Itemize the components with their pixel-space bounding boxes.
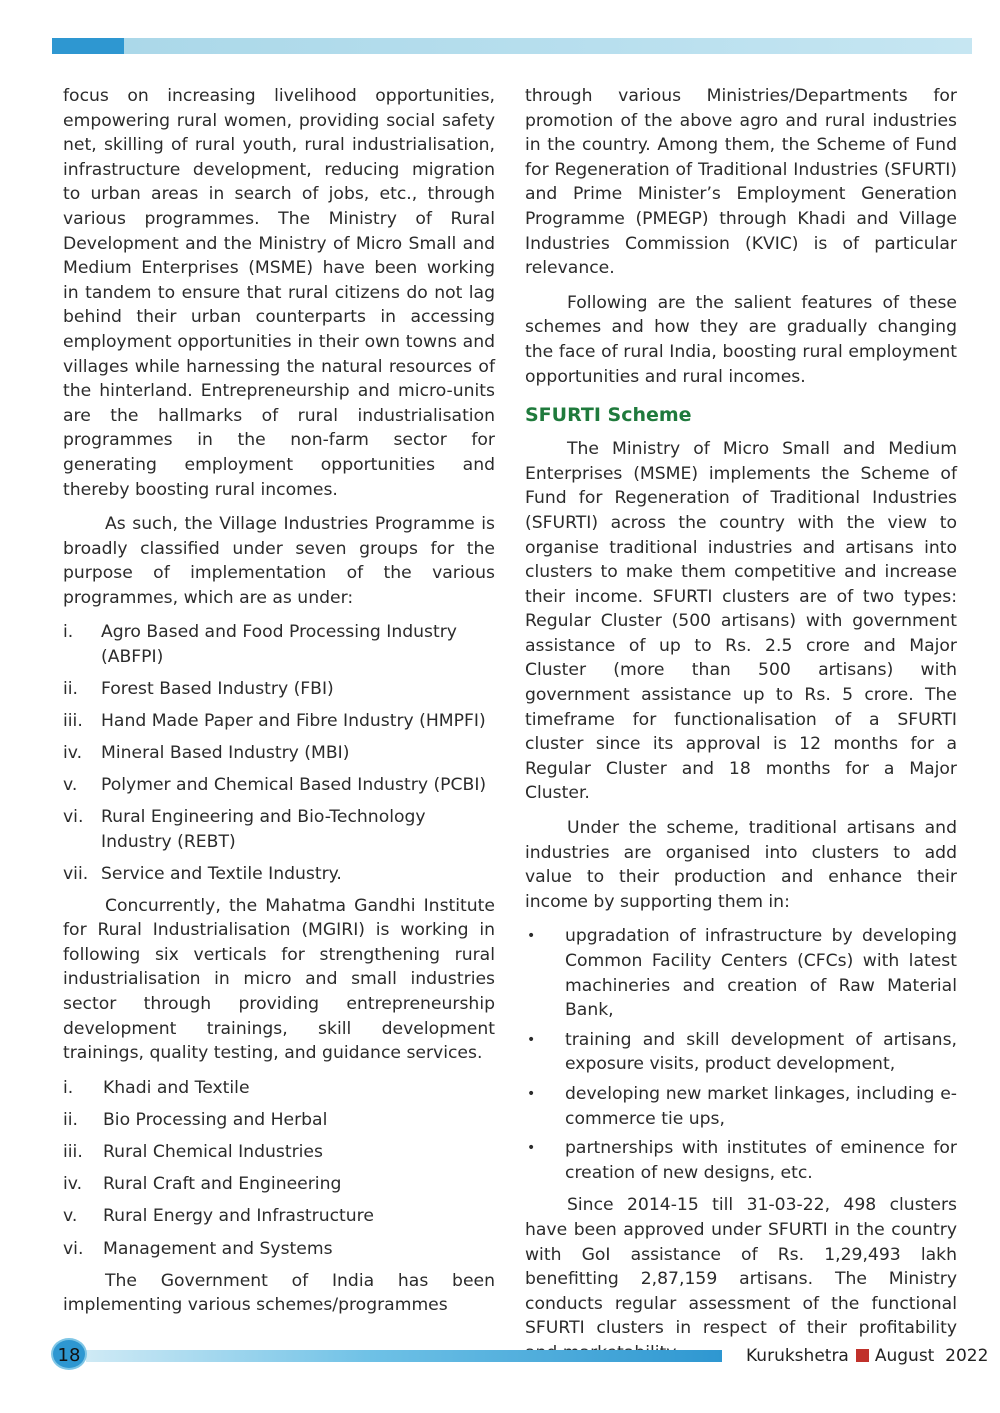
top-decorative-bar [52,38,972,54]
list-number: vii. [63,863,89,884]
list-text: Forest Based Industry (FBI) [101,679,334,700]
list-text: Rural Craft and Engineering [103,1174,342,1195]
paragraph: Following are the salient features of these schemes and how they are gradually changing the face of rural India, boosting rural employment opportunities and rural incomes. [525,292,957,387]
list-text: partnerships with institutes of eminence for creation of new designs, etc. [565,1138,957,1183]
list-text: Mineral Based Industry (MBI) [101,743,350,764]
paragraph: As such, the Village Industries Programme is broadly classified under seven groups for the purpose of implementation of the various programmes, which are as under: [63,514,495,608]
bullet-icon: • [527,928,536,945]
paragraph: The Government of India has been implementing various schemes/programmes [63,1270,495,1316]
list-text: Service and Textile Industry. [101,863,342,884]
list-item [63,1076,495,1101]
list-text: Rural Energy and Infrastructure [103,1206,374,1227]
list-item [63,709,495,734]
list-text: Bio Processing and Herbal [103,1109,328,1130]
list-text: Agro Based and Food Processing Industry (ABFPI) [101,622,457,668]
list-text: Hand Made Paper and Fibre Industry (HMPFI) [101,711,486,732]
footer-decorative-bar [86,1350,722,1362]
list-item [525,1028,957,1077]
left-column [63,84,495,1328]
list-item [63,1140,495,1165]
list-item [63,677,495,702]
list-text: Rural Engineering and Bio-Technology Industry (REBT) [101,806,426,852]
list-number: i. [63,1077,74,1098]
support-bullet-list [525,924,957,1185]
paragraph: Since 2014-15 till 31-03-22, 498 clusters have been approved under SFURTI in the country with GoI assistance of Rs. 1,29,493 lakh benefitting 2,87,159 artisans. The Ministry conducts regular assessment of the functional SFURTI clusters in respect of their profitability [525,1195,957,1339]
bullet-icon: • [527,1085,536,1102]
list-text: developing new market linkages, including e-commerce tie ups, [565,1083,957,1129]
page-number: 18 [51,1338,87,1370]
list-text: Khadi and Textile [103,1077,250,1098]
section-heading: SFURTI Scheme [525,404,692,427]
list-number: vi. [63,806,84,827]
paragraph: focus on increasing livelihood opportunities, empowering rural women, providing social safety net, skilling of rural youth, rural industrialisation, infrastructure development, reducing migration to urban areas in search of jobs, etc., through various programmes. The Ministry of Rural Development and the Ministry of Micro Small and Medium Enterprises (MSME) have been working in tandem to ensure that rural citizens do not lag behind their urban counterparts in accessing employment opportunities in their own towns and villages while harnessing the natural resources of the hinterland. Entrepreneurship and micro-units are the hallmarks of rural industrialisation programmes in the non-farm sector for generating employment opportunities and thereby boosting rural incomes. [63,86,495,500]
bullet-icon: • [527,1031,536,1048]
list-item [63,620,495,669]
paragraph: through various Ministries/Departments for promotion of the above agro and rural industries in the country. Among them, the Scheme of Fund for Regeneration of Traditional Industries (SFURTI) and Prime Minister’s Employment Generation Programme (PMEGP) through Khadi and Village Industries Commission (KVIC) is of particular relevance. [525,86,957,279]
list-number: ii. [63,679,79,700]
industry-groups-list [63,620,495,886]
list-item [63,741,495,766]
right-column [525,84,957,1376]
top-bar-accent [52,38,124,54]
list-item [63,1237,495,1262]
list-item [63,805,495,854]
list-item [63,1204,495,1229]
paragraph: Concurrently, the Mahatma Gandhi Institute for Rural Industrialisation (MGIRI) is working in following six verticals for strengthening rural industrialisation in micro and small industries sector through providing entrepreneurship development trainings, skill development trainings, quality testing, and guidance services. [63,895,495,1064]
list-number: v. [63,775,78,795]
paragraph: The Ministry of Micro Small and Medium Enterprises (MSME) implements the Scheme of Fund for Regeneration of Traditional Industries (SFURTI) across the country with the view to organise traditional industries and artisans into clusters to make them competitive and increase their income. SFURTI clusters are of two types: Regular Cluster (500 artisans) with government assistance of up to Rs. 2.5 crore and Major Cluster (more than 500 artisans) with government assistance up to Rs. 5 crore. The timeframe for functionalisation of a SFURTI cluster since its approval is 12 months for a Regular Cluster and 18 months for a Major Cluster. [525,439,957,804]
list-number: v. [63,1206,78,1227]
list-number: iii. [63,711,83,732]
list-number: iii. [63,1142,83,1163]
list-number: iv. [63,1174,83,1195]
list-number: vi. [63,1238,84,1259]
list-item [525,924,957,1022]
list-text: Management and Systems [103,1238,333,1259]
list-number: iv. [63,743,83,764]
list-item [63,1108,495,1133]
list-item [63,1172,495,1197]
list-number: i. [63,622,74,643]
mgiri-verticals-list [63,1076,495,1262]
magazine-name: Kurukshetra [746,1346,849,1366]
issue-date: August 2022 [874,1346,989,1366]
bullet-icon: • [527,1140,536,1157]
list-text: Polymer and Chemical Based Industry (PCBI) [101,775,487,795]
list-item [63,862,495,887]
list-text: Rural Chemical Industries [103,1142,323,1163]
list-text: upgradation of infrastructure by developing Common Facility Centers (CFCs) with latest machineries and creation of Raw Material Bank, [565,926,957,1021]
list-text: training and skill development of artisans, exposure visits, product development, [565,1029,957,1075]
paragraph: Under the scheme, traditional artisans and industries are organised into clusters to add value to their production and enhance their income by supporting them in: [525,818,957,912]
list-item [525,1082,957,1131]
list-item [525,1136,957,1185]
list-number: ii. [63,1109,79,1130]
red-square-icon [856,1349,869,1362]
list-item [63,773,495,798]
footer-masthead [746,1344,988,1368]
